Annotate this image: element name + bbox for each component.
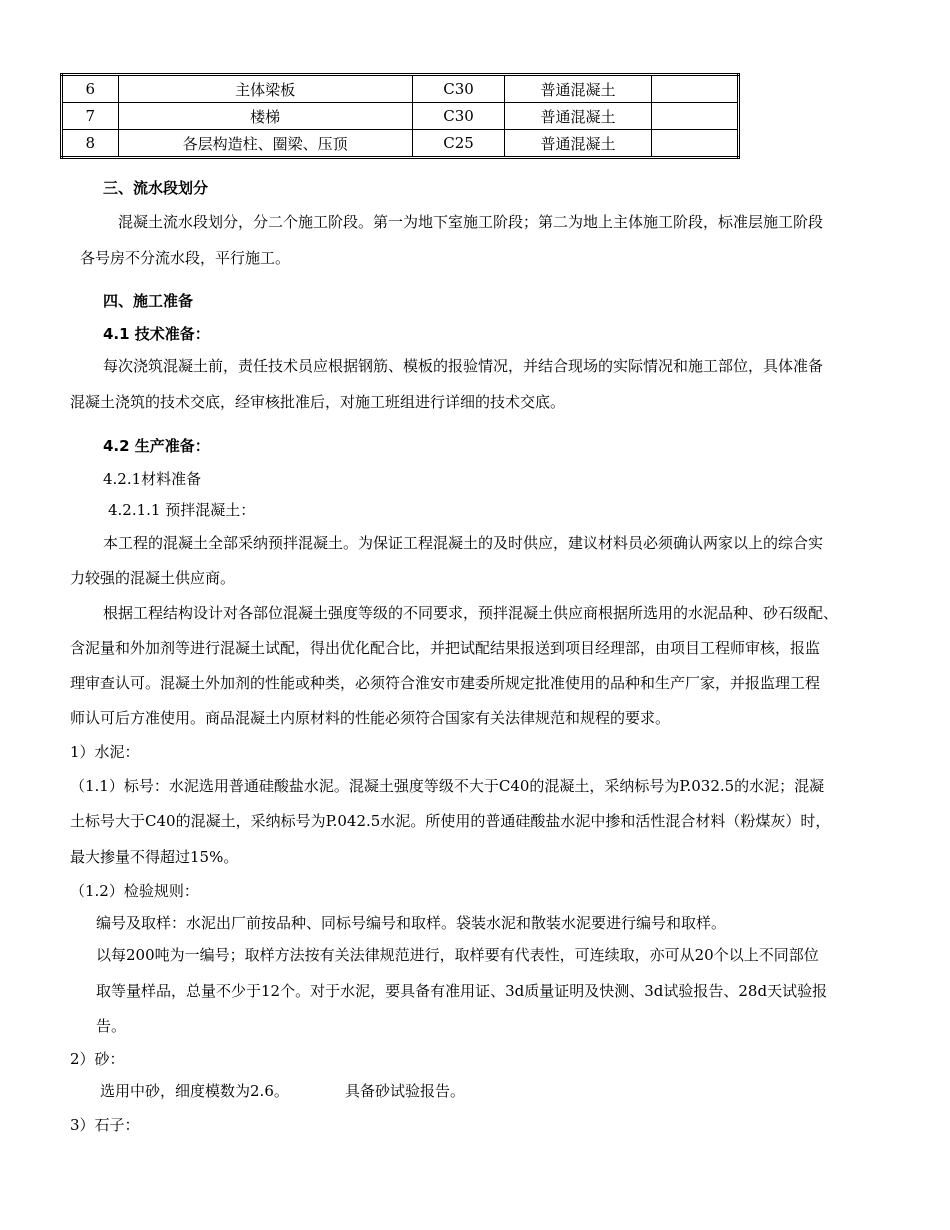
table-row bbox=[62, 103, 739, 130]
para-4-1-line-2: 混凝土浇筑的技术交底，经审核批准后，对施工班组进行详细的技术交底。 bbox=[70, 393, 566, 411]
para-b-line-3: 理审查认可。混凝土外加剂的性能或种类，必须符合淮安市建委所规定批准使用的品种和生产厂家，并报监理工程 bbox=[70, 674, 821, 692]
cell-grade: C30 bbox=[412, 103, 505, 130]
cell-type: 普通混凝土 bbox=[505, 130, 651, 158]
section-3-paragraph-line-2: 各号房不分流水段，平行施工。 bbox=[80, 249, 291, 267]
para-4-1-line-1: 每次浇筑混凝土前，责任技术员应根据钢筋、模板的报验情况，并结合现场的实际情况和施工部位，具体准备 bbox=[103, 357, 824, 375]
stone-heading: 3）石子： bbox=[70, 1116, 140, 1134]
heading-4-2-1-1: 4.2.1.1 预拌混凝土： bbox=[108, 501, 256, 519]
cell-grade: C25 bbox=[412, 130, 505, 158]
cement-1-2-heading: （1.2）检验规则： bbox=[70, 882, 199, 900]
cell-number: 6 bbox=[62, 75, 119, 103]
section-4-heading: 四、施工准备 bbox=[103, 292, 194, 310]
sand-heading: 2）砂： bbox=[70, 1050, 125, 1068]
cell-note bbox=[651, 75, 739, 103]
heading-4-2: 4.2 生产准备： bbox=[103, 437, 210, 455]
cement-1-1-line-1: （1.1）标号：水泥选用普通硅酸盐水泥。混凝土强度等级不大于C40的混凝土，采纳标号为P.032.5的水泥；混凝 bbox=[70, 777, 825, 795]
cement-heading: 1）水泥： bbox=[70, 743, 140, 761]
para-b-line-1: 根据工程结构设计对各部位混凝土强度等级的不同要求，预拌混凝土供应商根据所选用的水泥品种、砂石级配、 bbox=[103, 604, 839, 622]
cell-part: 楼梯 bbox=[118, 103, 412, 130]
cell-part: 各层构造柱、圈梁、压顶 bbox=[118, 130, 412, 158]
cell-part: 主体梁板 bbox=[118, 75, 412, 103]
cell-note bbox=[651, 103, 739, 130]
cement-1-1-line-2: 土标号大于C40的混凝土，采纳标号为P.042.5水泥。所使用的普通硅酸盐水泥中掺和活性混合材料（粉煤灰）时， bbox=[70, 812, 831, 830]
cell-type: 普通混凝土 bbox=[505, 103, 651, 130]
cell-number: 8 bbox=[62, 130, 119, 158]
cell-number: 7 bbox=[62, 103, 119, 130]
para-b-line-2: 含泥量和外加剂等进行混凝土试配，得出优化配合比，并把试配结果报送到项目经理部，由项目工程师审核，报监 bbox=[70, 639, 821, 657]
sand-line-b: 具备砂试验报告。 bbox=[345, 1082, 466, 1100]
cement-1-1-line-3: 最大掺量不得超过15%。 bbox=[70, 848, 239, 866]
table-body bbox=[62, 75, 739, 158]
cement-1-2-line-3: 取等量样品，总量不少于12个。对于水泥，要具备有准用证、3d质量证明及快测、3d试验报告、28d天试验报 bbox=[96, 982, 828, 1000]
table-row bbox=[62, 130, 739, 158]
heading-4-1: 4.1 技术准备： bbox=[103, 325, 210, 343]
para-b-line-4: 师认可后方准使用。商品混凝土内原材料的性能必须符合国家有关法律规范和规程的要求。 bbox=[70, 709, 671, 727]
section-3-heading: 三、流水段划分 bbox=[103, 179, 209, 197]
sand-line-a: 选用中砂，细度模数为2.6。 bbox=[100, 1082, 289, 1100]
cell-grade: C30 bbox=[412, 75, 505, 103]
concrete-grade-table bbox=[60, 73, 740, 159]
section-3-paragraph-line-1: 混凝土流水段划分，分二个施工阶段。第一为地下室施工阶段；第二为地上主体施工阶段，标准层施工阶段 bbox=[118, 213, 824, 231]
cement-1-2-line-4: 告。 bbox=[96, 1017, 127, 1035]
para-a-line-1: 本工程的混凝土全部采纳预拌混凝土。为保证工程混凝土的及时供应，建议材料员必须确认两家以上的综合实 bbox=[103, 534, 824, 552]
table-row bbox=[62, 75, 739, 103]
heading-4-2-1: 4.2.1材料准备 bbox=[103, 470, 202, 488]
cement-1-2-line-2: 以每200吨为一编号；取样方法按有关法律规范进行，取样要有代表性，可连续取，亦可从20个以上不同部位 bbox=[96, 946, 819, 964]
cell-type: 普通混凝土 bbox=[505, 75, 651, 103]
para-a-line-2: 力较强的混凝土供应商。 bbox=[70, 569, 236, 587]
cement-1-2-line-1: 编号及取样：水泥出厂前按品种、同标号编号和取样。袋装水泥和散装水泥要进行编号和取样。 bbox=[96, 914, 727, 932]
cell-note bbox=[651, 130, 739, 158]
